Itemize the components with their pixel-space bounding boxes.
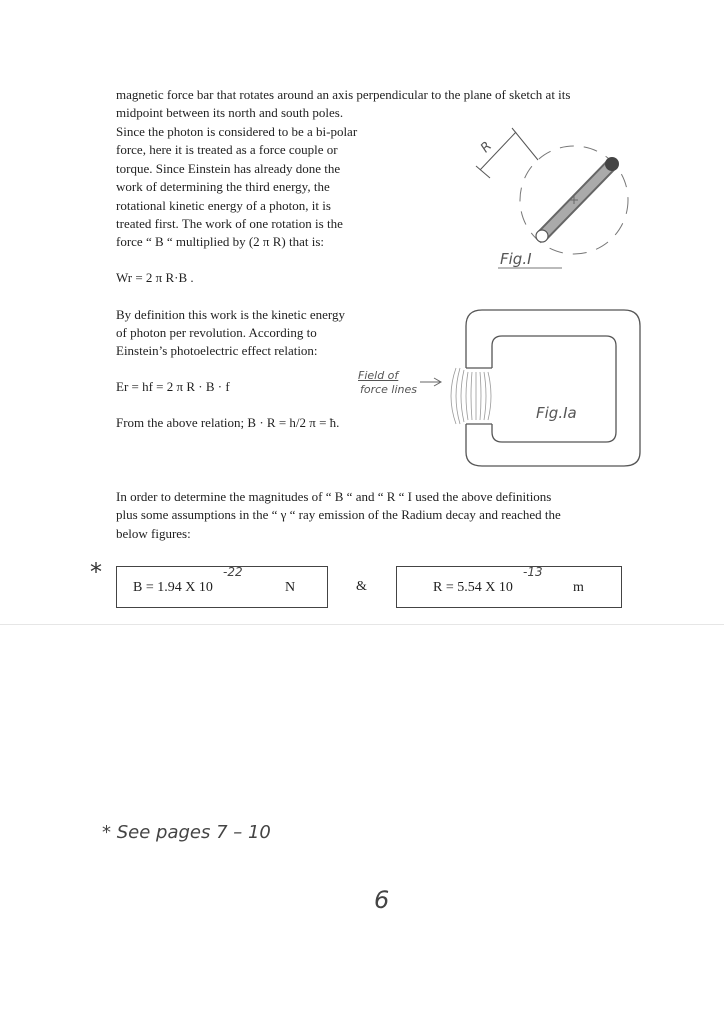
paragraph-3-line: plus some assumptions in the “ γ “ ray emission of the Radium decay and reached the xyxy=(116,507,561,522)
relation-line: From the above relation; B · R = h/2 π = ħ. xyxy=(116,415,340,430)
paragraph-1-line: treated first. The work of one rotation is the xyxy=(116,216,343,231)
result-r-value: R = 5.54 X 10 xyxy=(433,580,513,595)
paragraph-3-line: In order to determine the magnitudes of “ B “ and “ R “ I used the above definitions xyxy=(116,489,552,504)
result-r-box xyxy=(396,566,622,608)
result-b-unit: N xyxy=(285,580,296,595)
paragraph-1-line: force, here it is treated as a force couple or xyxy=(116,142,338,157)
page-number: 6 xyxy=(374,886,390,914)
result-r-unit: m xyxy=(573,580,584,595)
field-label-line-1: Field of xyxy=(358,369,399,382)
paragraph-3-line: below figures: xyxy=(116,526,191,541)
paragraph-1-line: midpoint between its north and south poles. xyxy=(116,105,344,120)
paragraph-2-line: By definition this work is the kinetic energy xyxy=(116,307,346,322)
asterisk-mark: * xyxy=(90,558,102,586)
paragraph-1-line: Since the photon is considered to be a bi-polar xyxy=(116,124,358,139)
equation-work: Wr = 2 π R·B . xyxy=(116,270,194,285)
result-b-box xyxy=(116,566,328,608)
paragraph-1-line: torque. Since Einstein has already done the xyxy=(116,161,341,176)
radius-label: R xyxy=(478,138,496,157)
footnote: * See pages 7 – 10 xyxy=(102,822,271,843)
paragraph-1-line: rotational kinetic energy of a photon, it is xyxy=(116,198,331,213)
result-b-exponent: -22 xyxy=(223,565,243,579)
result-connector: & xyxy=(356,579,367,594)
equation-energy: Er = hf = 2 π R · B · f xyxy=(116,379,230,394)
result-b-value: B = 1.94 X 10 xyxy=(133,580,213,595)
paragraph-1-line: force “ B “ multiplied by (2 π R) that is: xyxy=(116,234,325,249)
scan-line xyxy=(0,624,724,625)
figure-1-label: Fig.I xyxy=(500,250,532,268)
field-label-line-2: force lines xyxy=(360,383,418,396)
paragraph-1-line: work of determining the third energy, the xyxy=(116,179,330,194)
paragraph-2-line: Einstein’s photoelectric effect relation: xyxy=(116,343,318,358)
figure-1a-label: Fig.Ia xyxy=(536,404,577,422)
result-r-exponent: -13 xyxy=(523,565,543,579)
paragraph-2-line: of photon per revolution. According to xyxy=(116,325,317,340)
paragraph-1-line: magnetic force bar that rotates around an axis perpendicular to the plane of sketch at its xyxy=(116,87,571,102)
